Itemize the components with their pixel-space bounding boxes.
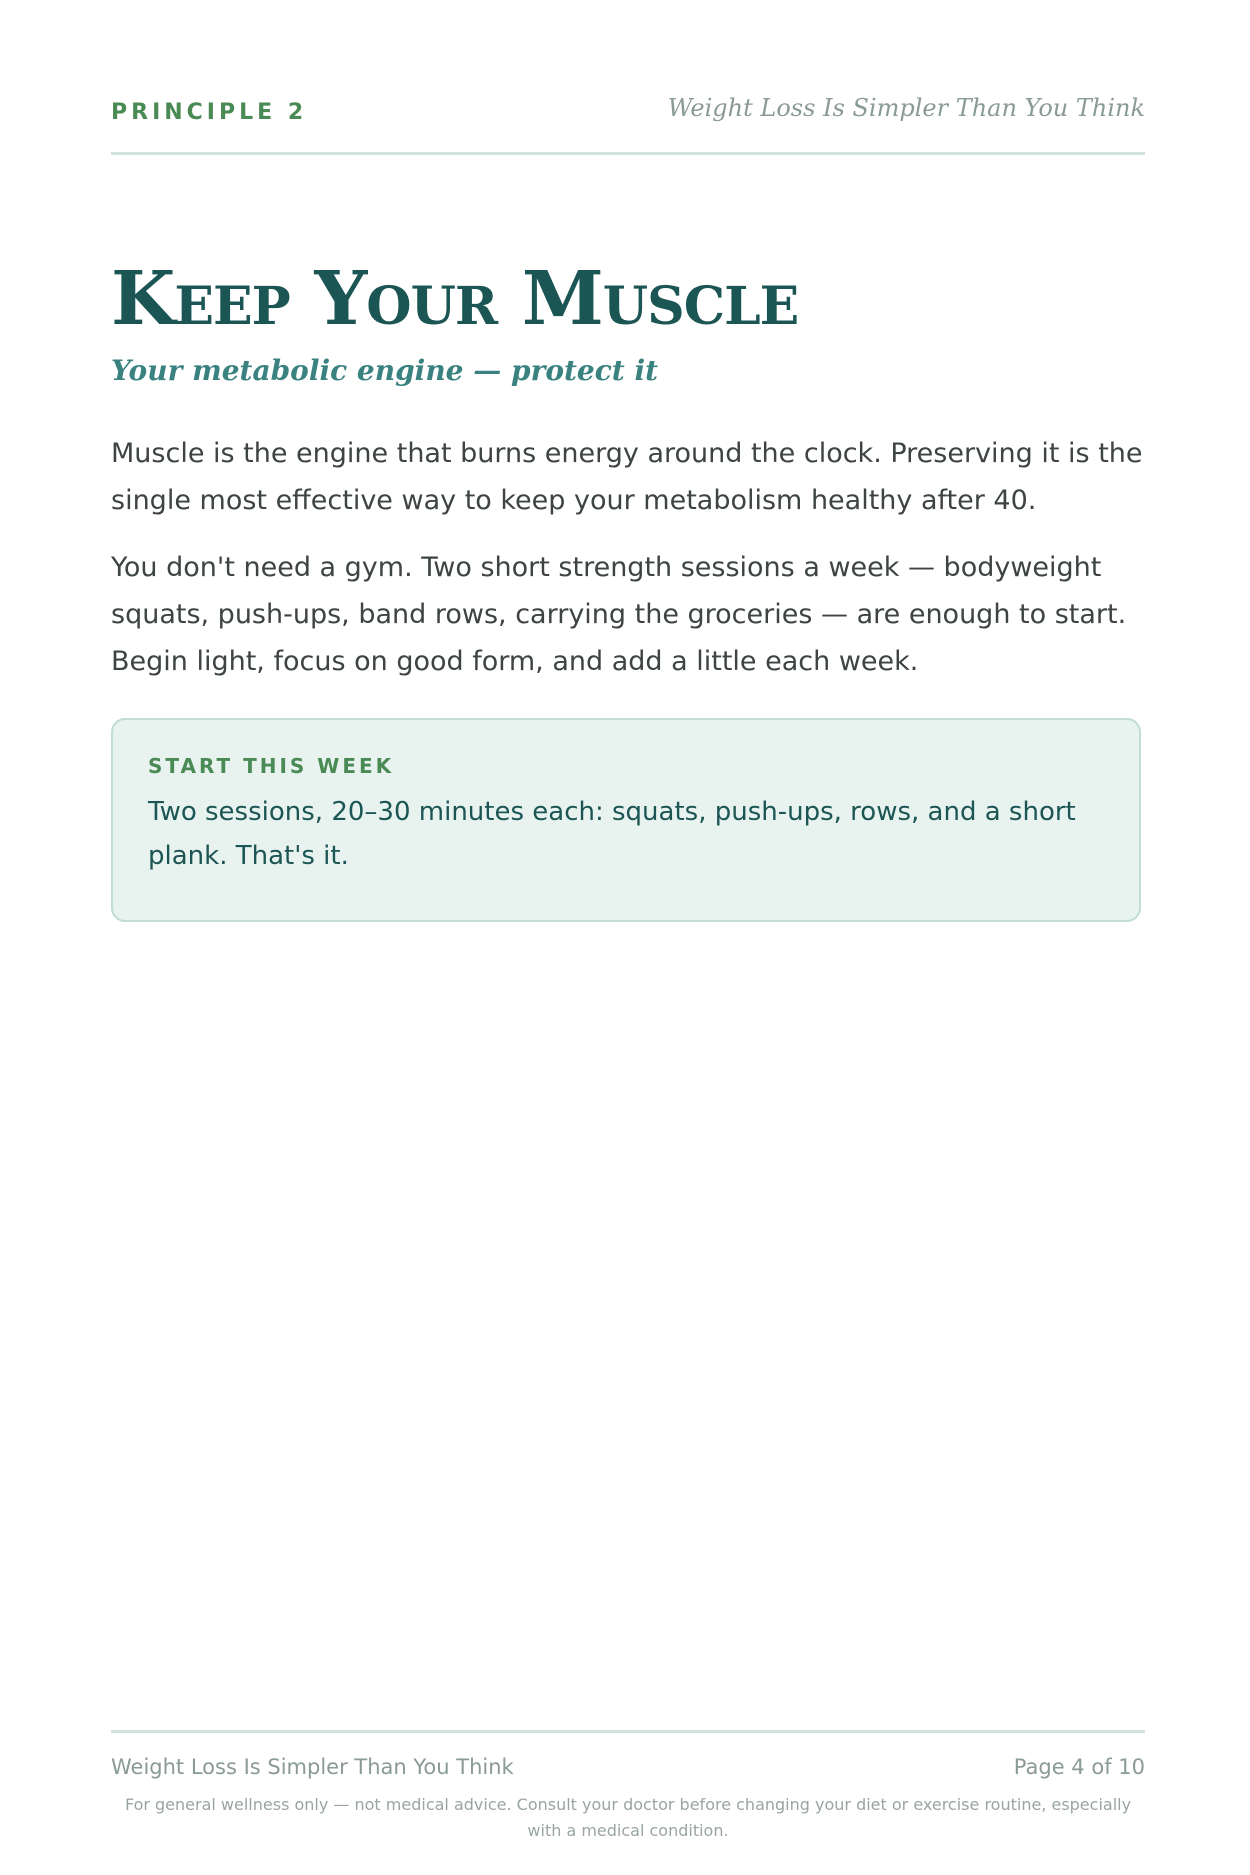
callout-label: START THIS WEEK: [148, 754, 395, 778]
document-page: [111, 0, 1145, 1875]
footer-book-title: Weight Loss Is Simpler Than You Think: [111, 1755, 514, 1779]
page-header: [111, 92, 1145, 155]
tip-callout-box: [111, 718, 1141, 922]
section-label: PRINCIPLE 2: [111, 100, 308, 125]
medical-disclaimer: For general wellness only — not medical advice. Consult your doctor before changing your diet or exercise routine, especially with a medical condition.: [124, 1795, 1132, 1840]
page-title: Keep Your Muscle: [111, 256, 799, 342]
page-number: Page 4 of 10: [1013, 1755, 1145, 1779]
callout-text: Two sessions, 20–30 minutes each: squats, push-ups, rows, and a short plank. That's it.: [148, 797, 1076, 871]
page-subtitle: Your metabolic engine — protect it: [111, 354, 659, 387]
body-paragraph-1: Muscle is the engine that burns energy around the clock. Preserving it is the single most effective way to keep your metabolism healthy after 40.: [111, 438, 1143, 516]
running-title: Weight Loss Is Simpler Than You Think: [667, 94, 1145, 122]
body-paragraph-2: You don't need a gym. Two short strength sessions a week — bodyweight squats, push-ups, band rows, carrying the groceries — are enough to start. Begin light, focus on good form, and add a little each week.: [111, 552, 1127, 677]
footer-divider: [111, 1730, 1145, 1733]
